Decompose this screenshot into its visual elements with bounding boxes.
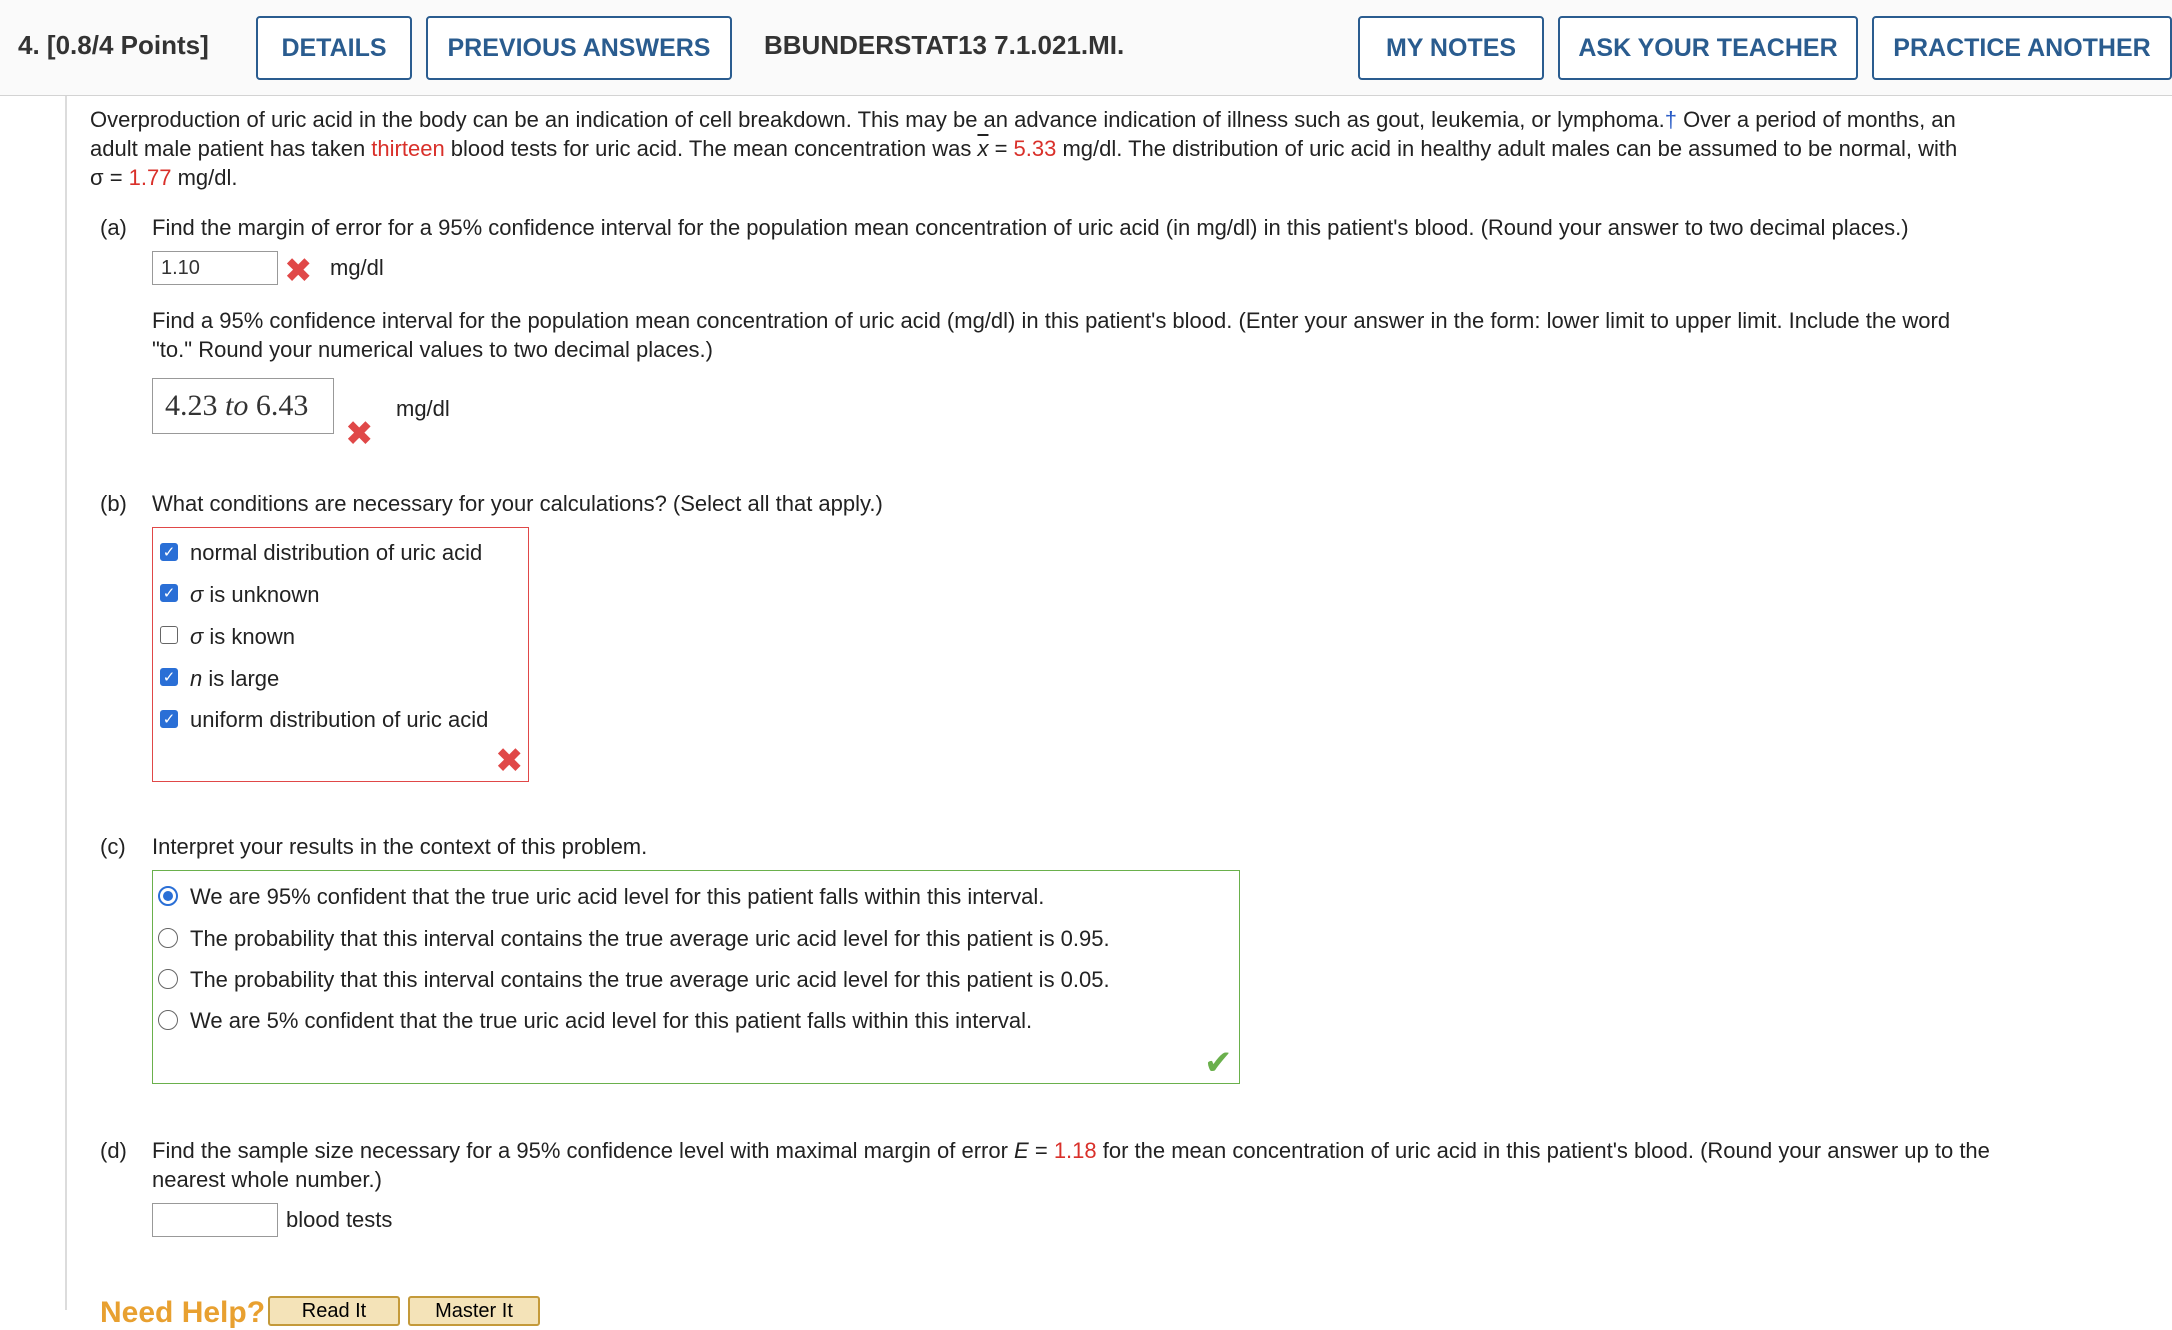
- master-it-button[interactable]: Master It: [408, 1296, 540, 1326]
- option-uniform-distribution: uniform distribution of uric acid: [190, 707, 489, 732]
- option-probability-005: The probability that this interval contains the true average uric acid level for this patient is 0.05.: [190, 967, 1110, 992]
- question-code: BBUNDERSTAT13 7.1.021.MI.: [764, 30, 1125, 60]
- my-notes-button[interactable]: MY NOTES: [1358, 16, 1544, 80]
- incorrect-x-icon: ✖: [345, 415, 374, 453]
- checkbox-uniform-distribution[interactable]: ✓: [160, 710, 178, 728]
- incorrect-x-icon: ✖: [495, 742, 524, 780]
- checkbox-normal-distribution[interactable]: ✓: [160, 543, 178, 561]
- problem-line-1: Overproduction of uric acid in the body can be an indication of cell breakdown. This may be an advance indication of illness such as gout, leukemia, or lymphoma.† Over a period of months, an: [90, 107, 1956, 132]
- part-c-label: (c): [100, 834, 126, 859]
- previous-answers-button[interactable]: PREVIOUS ANSWERS: [426, 16, 732, 80]
- checkbox-sigma-known[interactable]: [160, 626, 178, 644]
- option-n-large: n is large: [190, 666, 280, 691]
- part-d-unit: blood tests: [286, 1207, 393, 1232]
- part-a-question-2-line-1: Find a 95% confidence interval for the population mean concentration of uric acid (mg/dl) in this patient's blood. (Enter your answer in the form: lower limit to upper limit. Include the word: [152, 308, 1951, 333]
- checkbox-n-large[interactable]: ✓: [160, 668, 178, 686]
- part-d-label: (d): [100, 1138, 127, 1163]
- footnote-dagger-link[interactable]: †: [1664, 107, 1677, 132]
- part-d-question-line-2: nearest whole number.): [152, 1167, 382, 1192]
- incorrect-x-icon: ✖: [284, 252, 313, 290]
- part-a-unit: mg/dl: [330, 255, 384, 280]
- part-a-question: Find the margin of error for a 95% confidence interval for the population mean concentration of uric acid (in mg/dl) in this patient's blood. (Round your answer to two decimal places.): [152, 215, 1909, 240]
- practice-another-button[interactable]: PRACTICE ANOTHER: [1872, 16, 2172, 80]
- radio-probability-005[interactable]: [158, 969, 178, 989]
- margin-of-error-input[interactable]: 1.10: [152, 251, 278, 285]
- radio-probability-095[interactable]: [158, 928, 178, 948]
- correct-check-icon: ✔: [1204, 1044, 1233, 1082]
- part-c-question: Interpret your results in the context of this problem.: [152, 834, 648, 859]
- margin-e-value: 1.18: [1053, 1138, 1097, 1163]
- mean-value: 5.33: [1013, 136, 1057, 161]
- question-header: [0, 0, 2172, 96]
- part-b-label: (b): [100, 491, 127, 516]
- sigma-value: 1.77: [128, 165, 172, 190]
- left-rule: [65, 96, 67, 1310]
- part-a-question-2-line-2: "to." Round your numerical values to two decimal places.): [152, 337, 713, 362]
- part-a-label: (a): [100, 215, 127, 240]
- problem-line-3: σ = 1.77 mg/dl.: [90, 165, 238, 190]
- details-button[interactable]: DETAILS: [256, 16, 412, 80]
- option-sigma-known: σ is known: [190, 624, 295, 649]
- part-b-question: What conditions are necessary for your calculations? (Select all that apply.): [152, 491, 883, 516]
- option-probability-095: The probability that this interval contains the true average uric acid level for this patient is 0.95.: [190, 926, 1110, 951]
- points-score: [0.8/4 Points]: [46, 30, 209, 60]
- option-5-confident: We are 5% confident that the true uric acid level for this patient falls within this interval.: [190, 1008, 1033, 1033]
- radio-5-confident[interactable]: [158, 1010, 178, 1030]
- confidence-interval-input[interactable]: 4.23 to 6.43: [152, 378, 334, 434]
- problem-line-2: adult male patient has taken thirteen blood tests for uric acid. The mean concentration was $\overline{x} = 5.33$ mg/dl. The distribution of uric acid in healthy adult males can be assumed to be normal, with: [90, 136, 1958, 161]
- option-normal-distribution: normal distribution of uric acid: [190, 540, 483, 565]
- checkbox-sigma-unknown[interactable]: ✓: [160, 584, 178, 602]
- need-help-label: Need Help?: [100, 1296, 266, 1329]
- radio-95-confident[interactable]: [158, 886, 178, 906]
- tests-count: thirteen: [371, 136, 445, 161]
- read-it-button[interactable]: Read It: [268, 1296, 400, 1326]
- option-95-confident: We are 95% confident that the true uric acid level for this patient falls within this interval.: [190, 884, 1045, 909]
- xbar-symbol: $\overline{x}$: [977, 136, 989, 161]
- interval-unit: mg/dl: [396, 396, 450, 421]
- part-d-question-line-1: Find the sample size necessary for a 95% confidence level with maximal margin of error E = 1.18 for the mean concentration of uric acid in this patient's blood. (Round your answer up to the: [152, 1138, 1990, 1163]
- option-sigma-unknown: σ is unknown: [190, 582, 320, 607]
- question-number: 4. [0.8/4 Points]: [18, 30, 209, 60]
- ask-your-teacher-button[interactable]: ASK YOUR TEACHER: [1558, 16, 1858, 80]
- sample-size-input[interactable]: [152, 1203, 278, 1237]
